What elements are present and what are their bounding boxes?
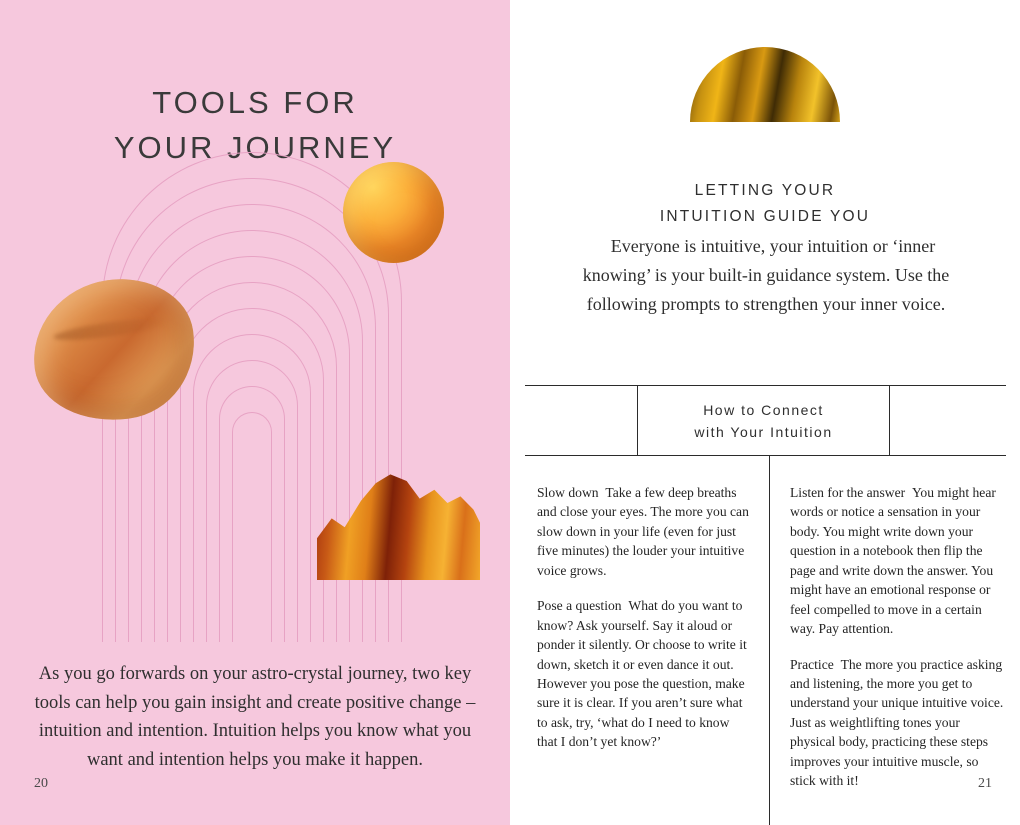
- prompt-column-right: [790, 483, 1004, 807]
- prompt-item: [537, 483, 751, 580]
- prompt-text: What do you want to know? Ask yourself. Say it aloud or ponder it silently. Or choose to write it down, sketch it or even dance it out. However you pose the question, make sure it is clear. If you aren’t sure what to ask, try, ‘what do I need to know that I don’t yet know?’: [537, 598, 747, 750]
- table-rule-vertical-right: [889, 385, 890, 455]
- table-header-line2: with Your Intuition: [694, 424, 833, 441]
- page-number-right: 21: [978, 776, 992, 791]
- prompt-item: [537, 596, 751, 752]
- section-heading-line1: LETTING YOUR: [694, 182, 836, 199]
- table-rule-middle: [525, 455, 1006, 456]
- left-page-body-text: As you go forwards on your astro-crystal journey, two key tools can help you gain insight and create positive change – intuition and intention. Intuition helps you know what you want and intention helps you make it happen.: [34, 664, 476, 771]
- prompt-item: [790, 655, 1004, 791]
- page-number-left: 20: [34, 776, 48, 791]
- prompt-column-left: [537, 483, 751, 768]
- amber-half-dome-collage: [690, 47, 840, 122]
- table-header: [638, 399, 889, 444]
- table-rule-top: [525, 385, 1006, 386]
- page-title-line2: YOUR JOURNEY: [113, 129, 397, 165]
- prompt-item: [790, 483, 1004, 639]
- page-title-line1: TOOLS FOR: [152, 84, 358, 120]
- prompt-lead: Listen for the answer: [790, 485, 906, 500]
- prompt-text: Take a few deep breaths and close your eyes. The more you can slow down in your life (even for just five minutes) the louder your intuitive voice grows.: [537, 485, 749, 578]
- section-heading: [510, 178, 1020, 229]
- prompt-lead: Practice: [790, 656, 834, 672]
- prompt-table: [510, 385, 1020, 825]
- orange-circle-collage: [343, 162, 444, 263]
- table-header-line1: How to Connect: [703, 402, 824, 418]
- section-heading-line2: INTUITION GUIDE YOU: [659, 207, 871, 225]
- arch-ring-11: [232, 412, 272, 642]
- section-intro-text: Everyone is intuitive, your intuition or ‘inner knowing’ is your built-in guidance system. Use the following prompts to strengthen your inner voice.: [582, 236, 950, 314]
- prompt-text: The more you practice asking and listening, the more you get to understand your unique intuitive voice. Just as weightlifting tones your physical body, practicing these steps improves your intuitive muscle, so stick with it!: [790, 656, 1004, 789]
- right-page: [510, 0, 1020, 825]
- table-rule-vertical-center: [769, 456, 770, 825]
- prompt-lead: Slow down: [537, 485, 599, 500]
- prompt-lead: Pose a question: [537, 598, 622, 614]
- prompt-text: You might hear words or notice a sensation in your body. You might write down your question in a notebook then flip the page and write down the answer. You might have an emotional response or feel compelled to move in a certain way. Pay attention.: [790, 485, 996, 637]
